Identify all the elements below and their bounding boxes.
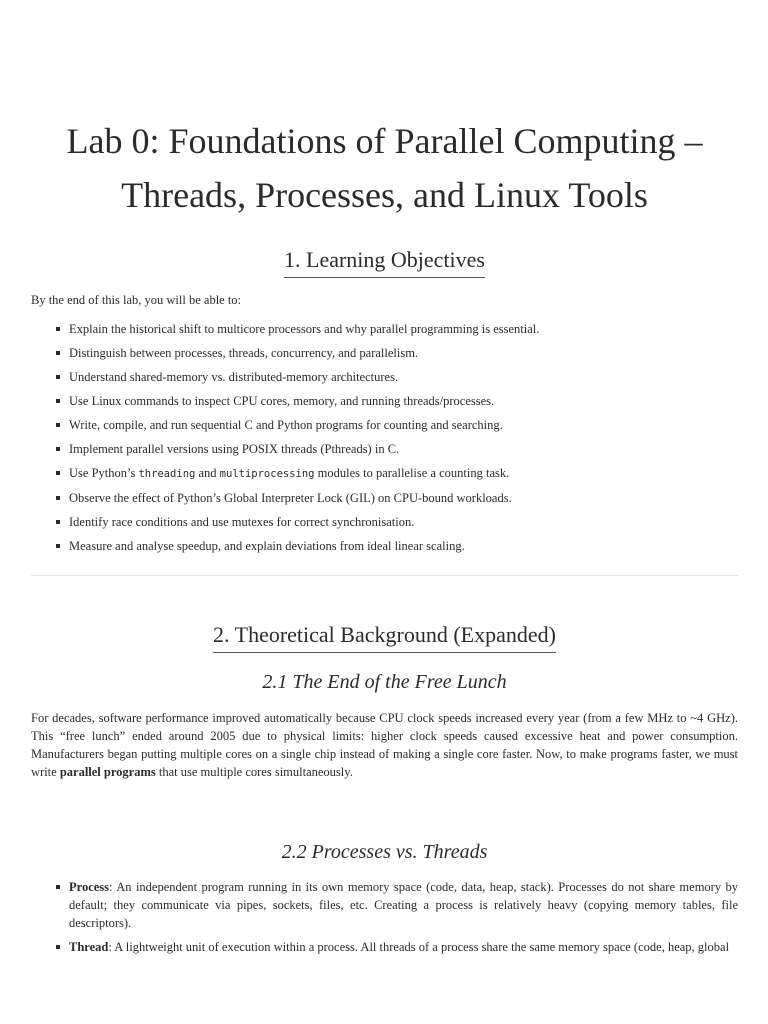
section-1-heading-wrap (31, 246, 738, 278)
bullet-icon (56, 351, 60, 355)
list-item: Explain the historical shift to multicore processors and why parallel programming is essential. (31, 320, 738, 338)
term-process: Process (69, 880, 110, 894)
definitions-list (31, 878, 738, 956)
bullet-icon (56, 327, 60, 331)
list-item: Thread: A lightweight unit of execution within a process. All threads of a process share the same memory space (code, heap, global (31, 938, 738, 956)
section-2-heading-wrap (31, 621, 738, 653)
page-title: Lab 0: Foundations of Parallel Computing – Threads, Processes, and Linux Tools (66, 121, 703, 215)
bullet-icon (56, 399, 60, 403)
inline-code-threading: threading (138, 468, 196, 480)
list-item: Use Python’s threading and multiprocessing modules to parallelise a counting task. (31, 464, 738, 483)
bullet-icon (56, 945, 60, 949)
subsection-heading-processes-threads: 2.2 Processes vs. Threads (281, 841, 488, 863)
bullet-icon (56, 375, 60, 379)
bullet-icon (56, 544, 60, 548)
list-item: Write, compile, and run sequential C and Python programs for counting and searching. (31, 416, 738, 434)
free-lunch-paragraph: For decades, software performance improved automatically because CPU clock speeds increased every year (from a few MHz to ~4 GHz). This “free lunch” ended around 2005 due to physical limits: higher clock speeds caused excessive heat and power consumption. Manufacturers began putting multiple cores on a single chip instead of making a single core faster. Now, to make programs faster, we must write parallel programs that use multiple cores simultaneously. (31, 711, 738, 779)
inline-code-multiprocessing: multiprocessing (219, 468, 315, 480)
bullet-icon (56, 447, 60, 451)
subsection-heading-free-lunch: 2.1 The End of the Free Lunch (262, 671, 507, 693)
section-heading-learning-objectives: 1. Learning Objectives (284, 246, 485, 278)
section-heading-theoretical-background: 2. Theoretical Background (Expanded) (213, 621, 556, 653)
document-page (31, 0, 738, 962)
list-item: Distinguish between processes, threads, concurrency, and parallelism. (31, 344, 738, 362)
list-item: Use Linux commands to inspect CPU cores, memory, and running threads/processes. (31, 392, 738, 410)
bullet-icon (56, 423, 60, 427)
list-item: Implement parallel versions using POSIX threads (Pthreads) in C. (31, 440, 738, 458)
bullet-icon (56, 520, 60, 524)
bullet-icon (56, 885, 60, 889)
term-thread: Thread (69, 940, 109, 954)
list-item: Process: An independent program running in its own memory space (code, data, heap, stack). Processes do not share memory by default; they communicate via pipes, sockets, files, etc. Creating a process is relatively heavy (copying memory tables, file descriptors). (31, 878, 738, 932)
bullet-icon (56, 471, 60, 475)
section-divider (31, 575, 738, 576)
objectives-intro: By the end of this lab, you will be able to: (31, 293, 242, 307)
list-item: Identify race conditions and use mutexes for correct synchronisation. (31, 513, 738, 531)
bold-term: parallel programs (59, 765, 156, 779)
objectives-list (31, 320, 738, 555)
list-item: Measure and analyse speedup, and explain deviations from ideal linear scaling. (31, 537, 738, 555)
bullet-icon (56, 496, 60, 500)
list-item: Understand shared-memory vs. distributed-memory architectures. (31, 368, 738, 386)
list-item: Observe the effect of Python’s Global Interpreter Lock (GIL) on CPU-bound workloads. (31, 489, 738, 507)
